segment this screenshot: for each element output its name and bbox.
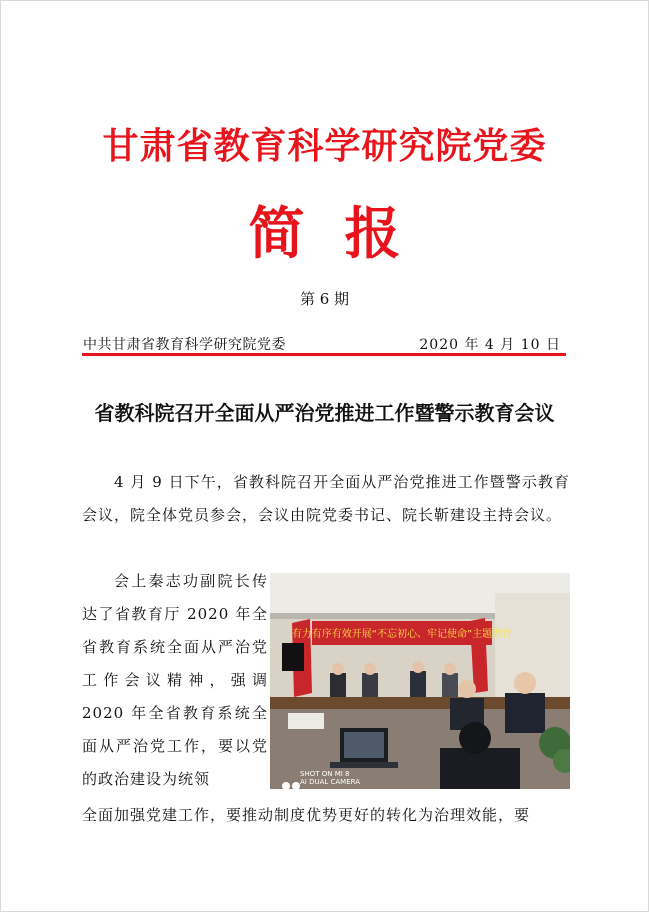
camera-watermark [300, 770, 360, 786]
paragraph-1: 4 月 9 日下午，省教科院召开全面从严治党推进工作暨警示教育会议，院全体党员参会，会议由院党委书记、院长靳建设主持会议。 [82, 473, 570, 524]
banner-text: 有力有序有效开展“不忘初心、牢记使命”主题教育 [291, 629, 513, 640]
paragraph-2: 会上秦志功副院长传达了省教育厅 2020 年全省教育系统全面从严治党工作会议精神，强调 2020 年全省教育系统全面从严治党工作，要以党的政治建设为统领 [82, 572, 268, 788]
watermark-line-1: SHOT ON MI 8 [300, 770, 350, 778]
org-title: 甘肃省教育科学研究院党委 [102, 125, 547, 167]
red-divider [82, 353, 566, 356]
meeting-photo [270, 573, 570, 789]
paragraph-3: 全面加强党建工作，要推动制度优势更好的转化为治理效能，要 [82, 806, 531, 824]
bulletin-title: 简报 [248, 201, 441, 267]
issue-number: 第 6 期 [299, 290, 350, 308]
watermark-line-2: AI DUAL CAMERA [300, 778, 361, 786]
camera-logo-icon [282, 775, 302, 794]
issue-date: 2020 年 4 月 10 日 [419, 337, 561, 353]
issuer: 中共甘肃省教育科学研究院党委 [83, 337, 286, 353]
meeting-photo-illustration [270, 573, 570, 789]
article-headline: 省教科院召开全面从严治党推进工作暨警示教育会议 [94, 401, 555, 425]
